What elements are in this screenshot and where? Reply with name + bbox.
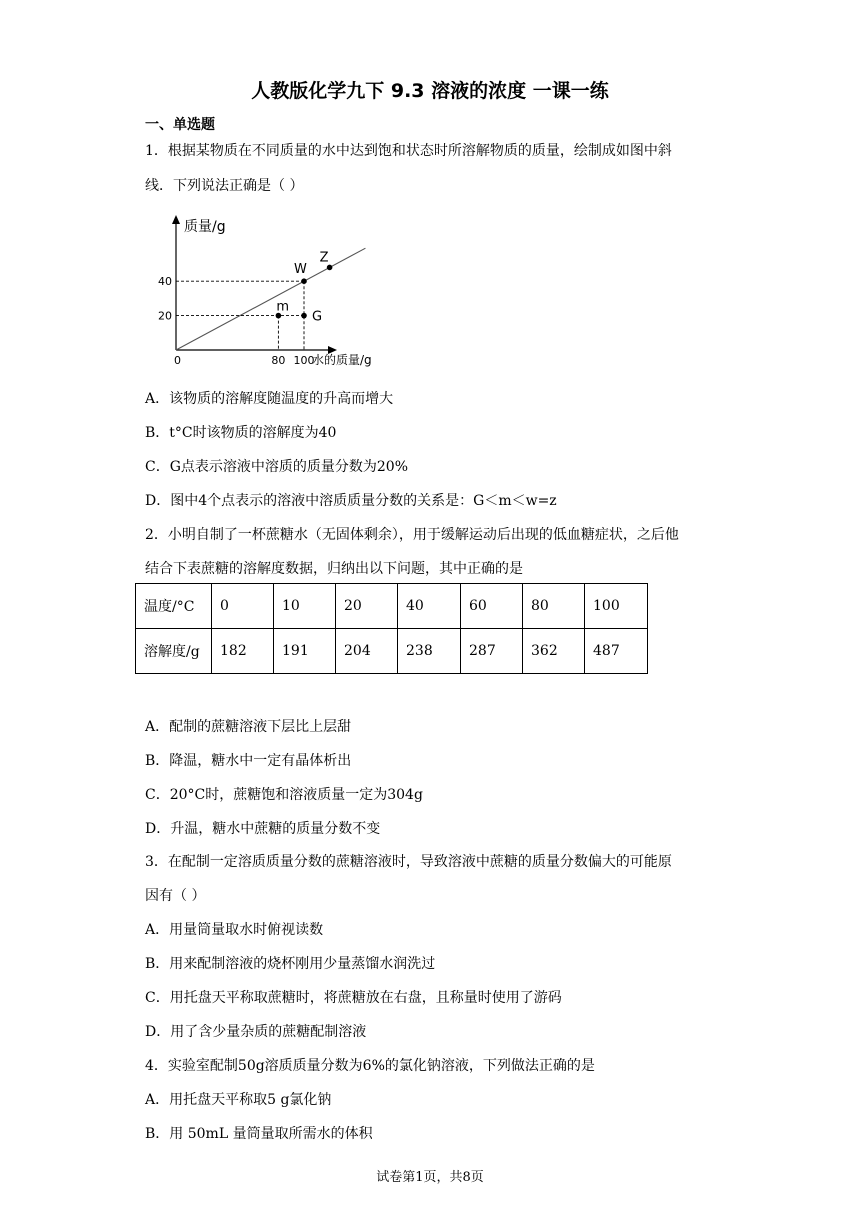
q1-chart <box>160 212 390 374</box>
q2-option-b[interactable]: B．降温，糖水中一定有晶体析出 <box>145 753 352 769</box>
point-label-z: Z <box>319 250 329 266</box>
origin-label: 0 <box>174 354 181 367</box>
q2-option-c[interactable]: C．20°C时，蔗糖饱和溶液质量一定为304g <box>145 787 423 803</box>
table-cell: 191 <box>274 629 336 674</box>
x-axis-label: 水的质量/g <box>312 353 372 367</box>
table-cell: 40 <box>398 584 461 629</box>
q1-option-b[interactable]: B．t°C时该物质的溶解度为40 <box>145 425 337 441</box>
x-tick-label: 100 <box>293 354 315 367</box>
y-tick-label: 20 <box>158 309 172 323</box>
chart-plot-area <box>158 215 372 367</box>
q3-option-c[interactable]: C．用托盘天平称取蔗糖时，将蔗糖放在右盘，且称量时使用了游码 <box>145 990 562 1006</box>
point-z <box>327 265 333 271</box>
table-cell: 287 <box>461 629 523 674</box>
y-axis-arrow <box>172 215 180 224</box>
q1-stem-line1: 1．根据某物质在不同质量的水中达到饱和状态时所溶解物质的质量，绘制成如图中斜 <box>145 143 672 159</box>
y-tick-label: 40 <box>158 275 172 289</box>
x-tick-label: 80 <box>271 354 286 367</box>
table-cell: 60 <box>461 584 523 629</box>
table-cell: 0 <box>212 584 274 629</box>
y-axis-label: 质量/g <box>184 219 226 235</box>
table-row <box>136 629 648 674</box>
q2-option-a[interactable]: A．配制的蔗糖溶液下层比上层甜 <box>145 719 352 735</box>
q1-stem-line2: 线．下列说法正确是（ ） <box>145 178 304 194</box>
q3-option-a[interactable]: A．用量筒量取水时俯视读数 <box>145 922 324 938</box>
page-title: 人教版化学九下 9.3 溶液的浓度 一课一练 <box>251 80 609 102</box>
solubility-table <box>135 583 648 674</box>
q2-option-d[interactable]: D．升温，糖水中蔗糖的质量分数不变 <box>145 821 381 837</box>
table-cell: 487 <box>585 629 648 674</box>
q4-option-b[interactable]: B．用 50mL 量筒量取所需水的体积 <box>145 1126 373 1142</box>
q3-stem-line2: 因有（ ） <box>145 888 206 904</box>
q1-option-a[interactable]: A．该物质的溶解度随温度的升高而增大 <box>145 391 394 407</box>
point-label-w: W <box>294 262 307 278</box>
point-g <box>301 313 307 319</box>
point-w <box>301 278 307 284</box>
table-cell: 100 <box>585 584 648 629</box>
solubility-line <box>176 248 365 350</box>
table-cell: 362 <box>523 629 585 674</box>
table-cell: 182 <box>212 629 274 674</box>
table-cell: 204 <box>336 629 398 674</box>
section-heading: 一、单选题 <box>145 117 215 133</box>
page-footer: 试卷第1页，共8页 <box>376 1170 484 1185</box>
table-cell: 溶解度/g <box>136 629 212 674</box>
table-cell: 80 <box>523 584 585 629</box>
q4-option-a[interactable]: A．用托盘天平称取5 g氯化钠 <box>145 1092 332 1108</box>
q3-stem-line1: 3．在配制一定溶质质量分数的蔗糖溶液时，导致溶液中蔗糖的质量分数偏大的可能原 <box>145 854 672 870</box>
q1-option-c[interactable]: C．G点表示溶液中溶质的质量分数为20% <box>145 459 409 475</box>
table-cell: 238 <box>398 629 461 674</box>
table-row <box>136 584 648 629</box>
table-cell: 10 <box>274 584 336 629</box>
q2-stem-line1: 2．小明自制了一杯蔗糖水（无固体剩余），用于缓解运动后出现的低血糖症状，之后他 <box>145 527 679 543</box>
q2-stem-line2: 结合下表蔗糖的溶解度数据，归纳出以下问题，其中正确的是 <box>145 561 523 577</box>
q1-option-d[interactable]: D．图中4个点表示的溶液中溶质质量分数的关系是：G＜m＜w=z <box>145 493 557 509</box>
q3-option-b[interactable]: B．用来配制溶液的烧杯刚用少量蒸馏水润洗过 <box>145 956 436 972</box>
q3-option-d[interactable]: D．用了含少量杂质的蔗糖配制溶液 <box>145 1024 367 1040</box>
point-label-g: G <box>312 309 323 325</box>
table-cell: 20 <box>336 584 398 629</box>
point-label-m: m <box>276 299 290 315</box>
q4-stem-line1: 4．实验室配制50g溶质质量分数为6%的氯化钠溶液，下列做法正确的是 <box>145 1058 595 1074</box>
table-cell: 温度/°C <box>136 584 212 629</box>
